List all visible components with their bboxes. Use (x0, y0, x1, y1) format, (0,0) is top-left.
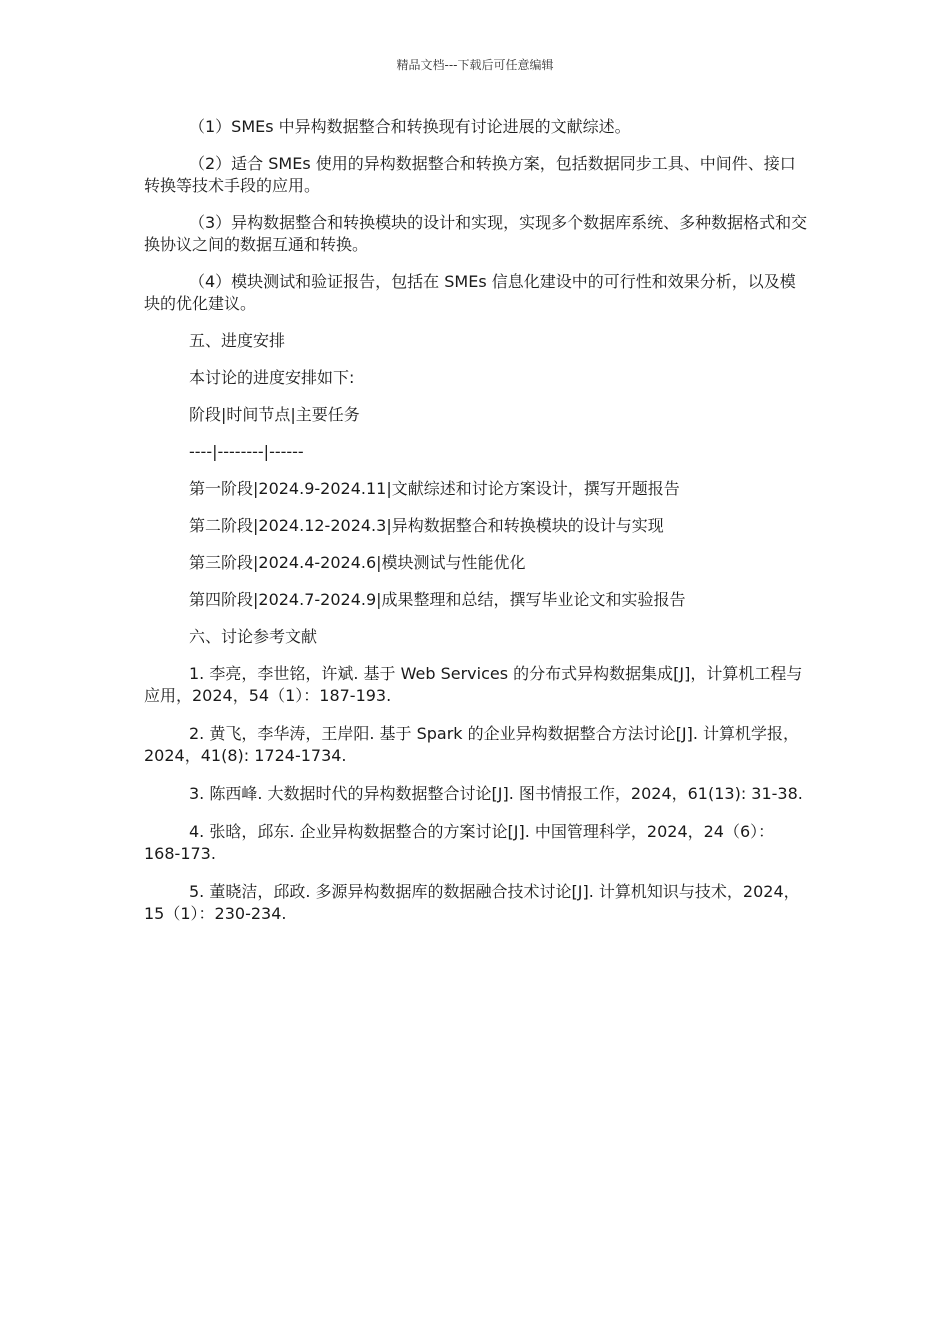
reference-item-1: 1. 李亮，李世铭，许斌. 基于 Web Services 的分布式异构数据集成[J]，计算机工程与应用，2024，54（1）：187-193. (144, 664, 803, 705)
research-item-3: （3）异构数据整合和转换模块的设计和实现，实现多个数据库系统、多种数据格式和交换协议之间的数据互通和转换。 (144, 213, 808, 254)
reference-item-5: 5. 董晓洁，邱政. 多源异构数据库的数据融合技术讨论[J]. 计算机知识与技术，2024，15（1）：230-234. (144, 882, 800, 923)
document-body (144, 116, 810, 941)
references-heading: 六、讨论参考文献 (189, 627, 318, 646)
research-item-1: （1）SMEs 中异构数据整合和转换现有讨论进展的文献综述。 (189, 117, 631, 136)
page-header: 精品文档---下载后可任意编辑 (396, 58, 554, 72)
schedule-row: 第二阶段|2024.12-2024.3|异构数据整合和转换模块的设计与实现 (189, 516, 664, 535)
reference-item-4: 4. 张晗，邱东. 企业异构数据整合的方案讨论[J]. 中国管理科学，2024，24（6）：168-173. (144, 822, 775, 863)
schedule-row: 第三阶段|2024.4-2024.6|模块测试与性能优化 (189, 553, 526, 572)
reference-item-3: 3. 陈西峰. 大数据时代的异构数据整合讨论[J]. 图书情报工作，2024，61(13): 31-38. (189, 784, 803, 803)
reference-item-2: 2. 黄飞，李华涛，王岸阳. 基于 Spark 的企业异构数据整合方法讨论[J]. 计算机学报，2024，41(8): 1724-1734. (144, 724, 800, 765)
schedule-heading: 五、进度安排 (189, 331, 286, 350)
research-item-2: （2）适合 SMEs 使用的异构数据整合和转换方案，包括数据同步工具、中间件、接口转换等技术手段的应用。 (144, 154, 796, 195)
schedule-intro: 本讨论的进度安排如下: (189, 368, 355, 387)
schedule-table-separator: ----|--------|------ (189, 442, 304, 461)
schedule-table-header: 阶段|时间节点|主要任务 (189, 405, 360, 424)
research-item-4: （4）模块测试和验证报告，包括在 SMEs 信息化建设中的可行性和效果分析，以及模块的优化建议。 (144, 272, 796, 313)
schedule-row: 第一阶段|2024.9-2024.11|文献综述和讨论方案设计，撰写开题报告 (189, 479, 680, 498)
schedule-row: 第四阶段|2024.7-2024.9|成果整理和总结，撰写毕业论文和实验报告 (189, 590, 686, 609)
